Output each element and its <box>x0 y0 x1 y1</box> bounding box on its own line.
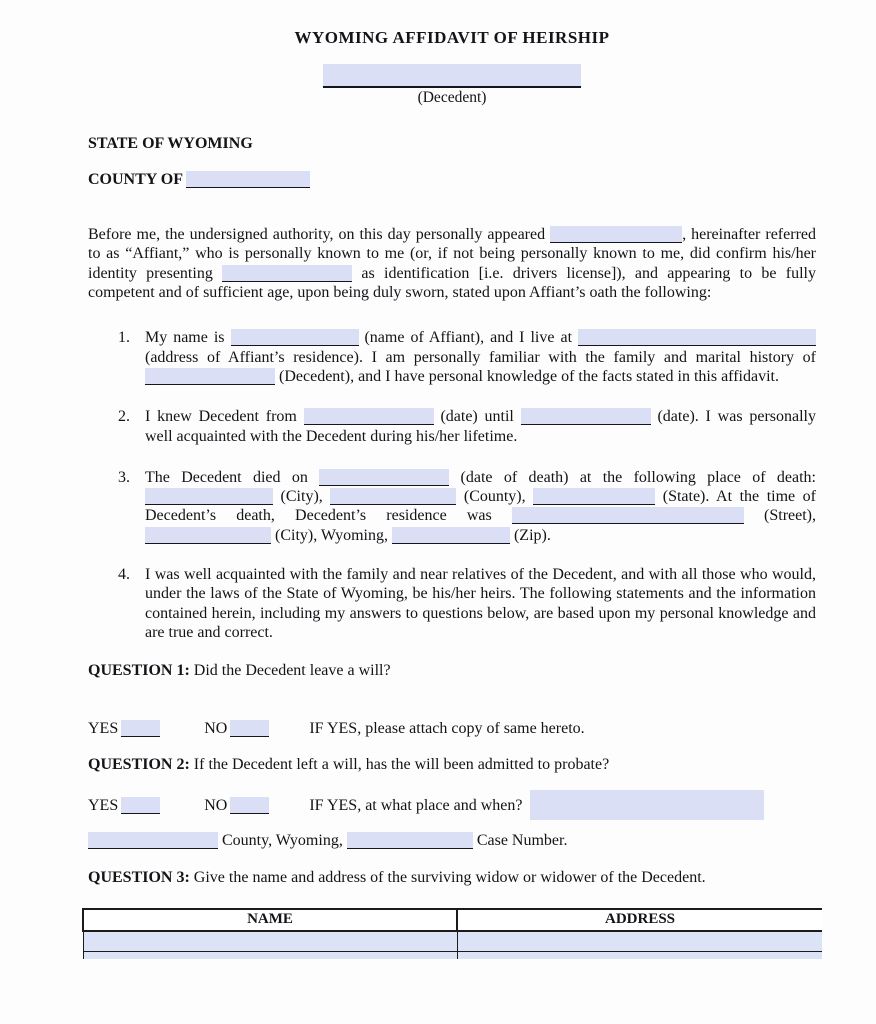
fill-in-field[interactable] <box>533 488 655 505</box>
fill-in-field[interactable] <box>304 408 434 425</box>
question-2 <box>88 755 816 774</box>
table-cell-field[interactable] <box>83 951 457 959</box>
decedent-name-block <box>323 64 581 107</box>
text-run: (date). I was personally well acquainted with the Decedent during his/her lifetime. <box>145 408 816 445</box>
county-name-field[interactable] <box>186 171 310 188</box>
table-cell-field[interactable] <box>83 931 457 952</box>
page-title: WYOMING AFFIDAVIT OF HEIRSHIP <box>294 28 610 47</box>
decedent-name-field[interactable] <box>323 64 581 88</box>
table-row <box>83 931 822 952</box>
text-run: The Decedent died on <box>145 468 320 486</box>
item-text <box>145 566 816 641</box>
table-header-row <box>83 909 822 931</box>
affidavit-page <box>88 0 816 959</box>
text-run: I knew Decedent from <box>145 408 304 426</box>
text-run: (date of death) at the following place of death: <box>449 468 817 486</box>
fill-in-field[interactable] <box>330 488 456 505</box>
county-case-row <box>88 831 816 850</box>
county-row <box>88 170 816 189</box>
text-run: Before me, the undersigned authority, on this day personally appeared <box>88 226 551 244</box>
question-2-answer-row <box>88 790 816 820</box>
question-1-label: QUESTION 1: <box>88 662 190 680</box>
question-1 <box>88 661 816 680</box>
fill-in-field[interactable] <box>231 329 359 346</box>
item-text <box>145 408 816 444</box>
yes-label: YES <box>88 797 119 815</box>
affidavit-item-3 <box>88 468 816 545</box>
table-cell-field[interactable] <box>457 951 822 959</box>
question-2-note: IF YES, at what place and when? <box>309 797 523 815</box>
yes-blank-field[interactable] <box>121 797 160 814</box>
address-column-header: ADDRESS <box>457 909 822 931</box>
fill-in-field[interactable] <box>319 469 449 486</box>
text-run: (County), <box>456 488 534 506</box>
text-run: My name is <box>145 329 231 347</box>
fill-in-field[interactable] <box>550 226 682 243</box>
text-run: (State). At the time of Decedent’s death, Decedent’s residence was <box>145 488 816 525</box>
question-1-note: IF YES, please attach copy of same hereto. <box>309 719 585 737</box>
question-3-label: QUESTION 3: <box>88 869 190 887</box>
item-text <box>145 329 816 385</box>
fill-in-field[interactable] <box>512 507 744 524</box>
fill-in-field[interactable] <box>88 832 218 849</box>
question-3-text: Give the name and address of the surviving widow or widower of the Decedent. <box>193 869 706 887</box>
affidavit-item-4 <box>88 565 816 642</box>
question-1-answer-row <box>88 719 816 738</box>
affidavit-item-1 <box>88 328 816 386</box>
text-run: (address of Affiant’s residence). I am personally familiar with the family and marital history of <box>145 348 816 366</box>
question-3 <box>88 868 816 887</box>
affidavit-item-2 <box>88 407 816 446</box>
yes-blank-field[interactable] <box>121 720 160 737</box>
intro-paragraph <box>88 225 816 302</box>
text-run: (Decedent), and I have personal knowledge of the facts stated in this affidavit. <box>275 367 779 385</box>
no-blank-field[interactable] <box>230 720 269 737</box>
text-run: (Zip). <box>509 526 551 544</box>
name-column-header: NAME <box>83 909 457 931</box>
fill-in-field[interactable] <box>347 832 473 849</box>
item-number: 1. <box>118 329 130 347</box>
question-2-label: QUESTION 2: <box>88 755 190 773</box>
text-run: Case Number. <box>472 832 568 850</box>
no-label: NO <box>204 797 228 815</box>
state-heading: STATE OF WYOMING <box>88 134 253 152</box>
table-cell-field[interactable] <box>457 931 822 952</box>
fill-in-field[interactable] <box>222 265 352 282</box>
item-number: 3. <box>118 468 130 486</box>
fill-in-field[interactable] <box>578 329 816 346</box>
text-run: (name of Affiant), and I live at <box>358 329 578 347</box>
fill-in-field[interactable] <box>145 368 275 385</box>
fill-in-field[interactable] <box>521 408 651 425</box>
item-text <box>145 469 816 544</box>
text-run: I was well acquainted with the family and near relatives of the Decedent, and with all those who would, under the laws of the State of Wyoming, be his/her heirs. The following statements and the information contained herein, including my answers to questions below, are based upon my personal knowledge and are true and correct. <box>145 566 816 641</box>
text-run: (City), <box>273 488 331 506</box>
decedent-caption: (Decedent) <box>417 89 487 107</box>
fill-in-field[interactable] <box>145 527 271 544</box>
text-run: (City), Wyoming, <box>271 526 392 544</box>
item-number: 4. <box>118 566 130 584</box>
no-blank-field[interactable] <box>230 797 269 814</box>
yes-label: YES <box>88 719 119 737</box>
text-run: (Street), <box>743 507 817 525</box>
fill-in-field[interactable] <box>145 488 273 505</box>
table-row <box>83 951 822 959</box>
item-number: 2. <box>118 408 130 426</box>
fill-in-field[interactable] <box>392 527 510 544</box>
text-run: (date) until <box>433 408 521 426</box>
county-heading: COUNTY OF <box>88 170 183 188</box>
place-and-when-field[interactable] <box>530 790 764 820</box>
question-1-text: Did the Decedent leave a will? <box>193 662 391 680</box>
text-run: County, Wyoming, <box>218 832 347 850</box>
no-label: NO <box>204 719 228 737</box>
widow-widower-table <box>82 908 822 959</box>
text-run: as identification [i.e. drivers license]), and appearing to be fully competent and of sufficient age, upon being duly sworn, stated upon Affiant’s oath the following: <box>88 264 817 302</box>
text-run: , hereinafter referred to as “Affiant,” who is personally known to me (or, if not being personally known to me, did confirm his/her identity presenting <box>88 226 816 282</box>
question-2-text: If the Decedent left a will, has the will been admitted to probate? <box>193 755 610 773</box>
